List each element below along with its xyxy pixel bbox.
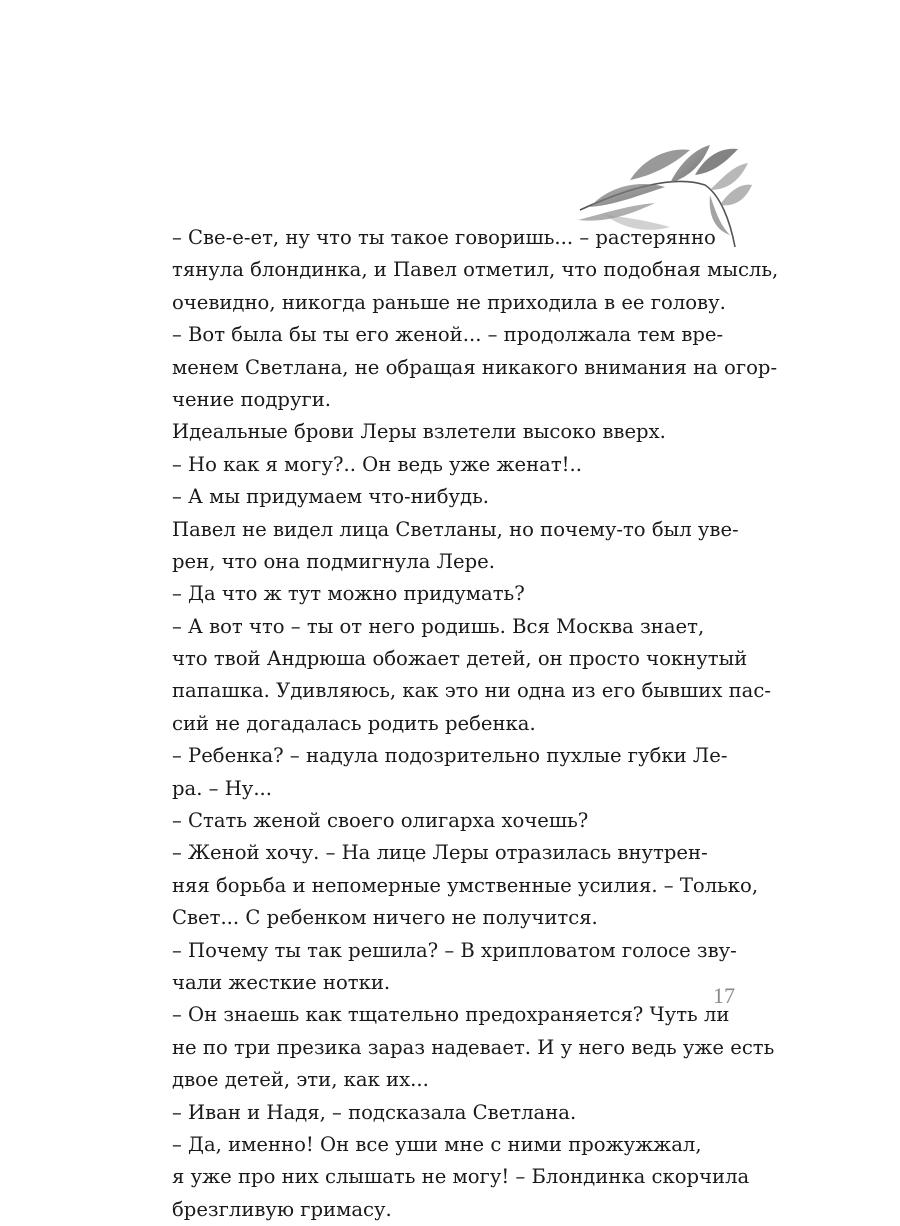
text-line: – А мы придумаем что-нибудь.: [172, 485, 490, 509]
text-line: – Почему ты так решила? – В хрипловатом голосе зву-: [172, 938, 737, 962]
text-line: чение подруги.: [172, 387, 332, 411]
text-line: – А вот что – ты от него родишь. Вся Москва знает,: [172, 614, 705, 638]
text-line: не по три презика зараз надевает. И у него ведь уже есть: [172, 1035, 775, 1059]
text-line: – Женой хочу. – На лице Леры отразилась внутрен-: [172, 841, 708, 865]
text-line: сий не догадалась родить ребенка.: [172, 711, 536, 735]
text-line: чали жесткие нотки.: [172, 970, 391, 994]
text-line: ра. – Ну...: [172, 776, 273, 800]
text-line: – Но как я могу?.. Он ведь уже женат!..: [172, 452, 582, 476]
text-line: двое детей, эти, как их...: [172, 1068, 429, 1092]
text-line: менем Светлана, не обращая никакого внимания на огор-: [172, 355, 778, 379]
text-line: тянула блондинка, и Павел отметил, что подобная мысль,: [172, 258, 779, 282]
text-line: рен, что она подмигнула Лере.: [172, 549, 495, 573]
text-line: папашка. Удивляюсь, как это ни одна из его бывших пас-: [172, 679, 771, 703]
page-number: 17: [713, 983, 735, 1008]
text-line: очевидно, никогда раньше не приходила в ее голову.: [172, 290, 726, 314]
text-line: брезгливую гримасу.: [172, 1197, 392, 1221]
text-line: – Вот была бы ты его женой... – продолжала тем вре-: [172, 323, 724, 347]
text-line: – Стать женой своего олигарха хочешь?: [172, 809, 589, 833]
text-line: – Он знаешь как тщательно предохраняется? Чуть ли: [172, 1003, 730, 1027]
text-line: – Ребенка? – надула подозрительно пухлые губки Ле-: [172, 744, 728, 768]
text-line: – Иван и Надя, – подсказала Светлана.: [172, 1100, 577, 1124]
text-line: – Све-е-ет, ну что ты такое говоришь... – растерянно: [172, 226, 716, 249]
text-line: – Да что ж тут можно придумать?: [172, 582, 525, 606]
text-line: что твой Андрюша обожает детей, он просто чокнутый: [172, 647, 748, 671]
text-line: – Да, именно! Он все уши мне с ними прожужжал,: [172, 1132, 702, 1156]
text-line: Свет... С ребенком ничего не получится.: [172, 906, 598, 930]
text-line: я уже про них слышать не могу! – Блондинка скорчила: [172, 1165, 750, 1189]
text-line: няя борьба и непомерные умственные усилия. – Только,: [172, 873, 759, 897]
text-line: Идеальные брови Леры взлетели высоко вверх.: [172, 420, 666, 444]
text-line: Павел не видел лица Светланы, но почему-то был уве-: [172, 517, 739, 541]
